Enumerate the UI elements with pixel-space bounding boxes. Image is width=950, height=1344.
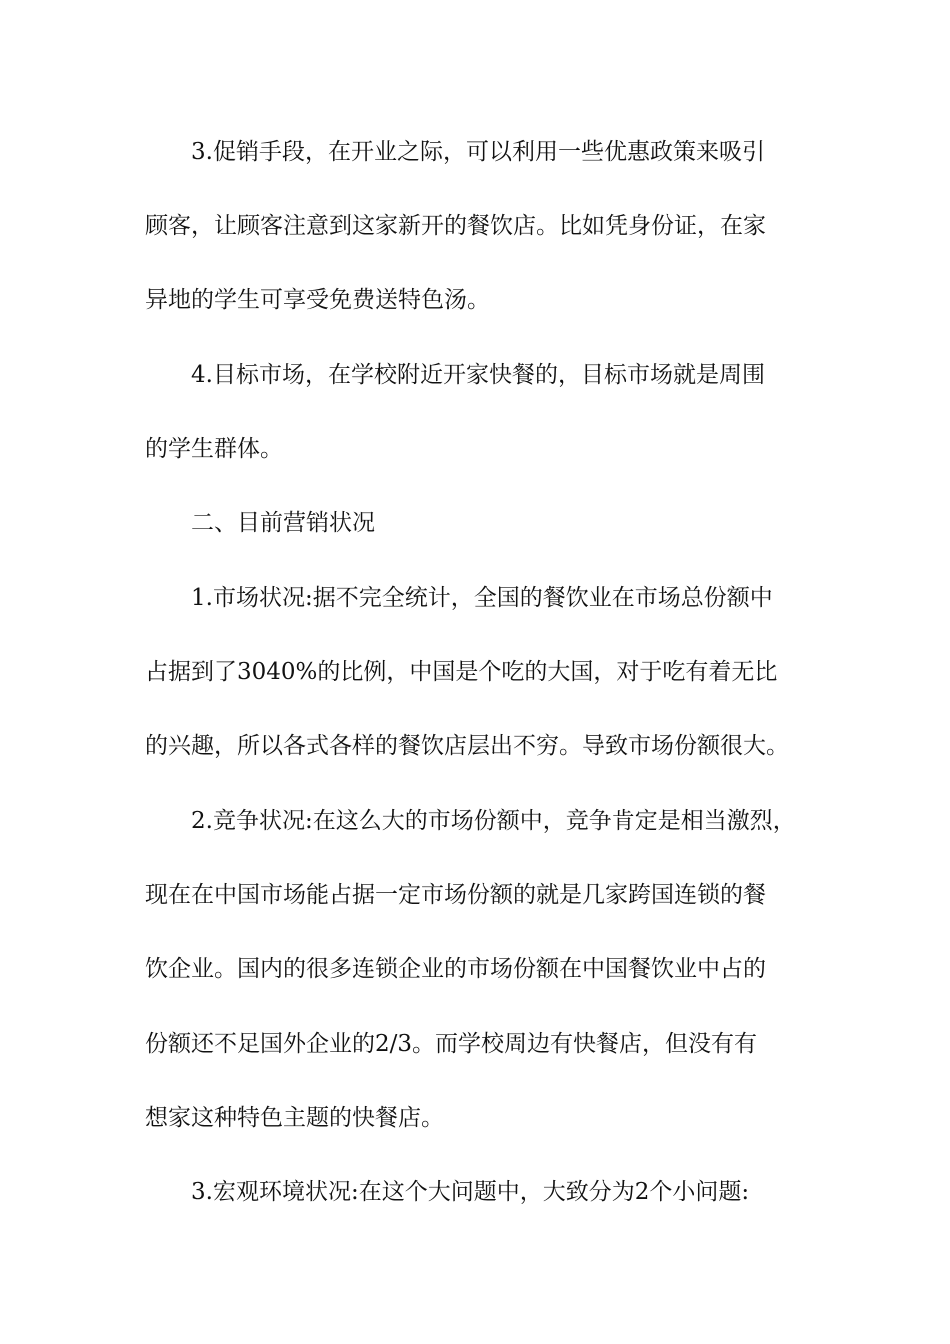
paragraph-promotion-line-3: 异地的学生可享受免费送特色汤。 <box>145 287 490 313</box>
paragraph-competition-line-1: 2.竞争状况:在这么大的市场份额中，竞争肯定是相当激烈， <box>191 808 796 834</box>
paragraph-promotion-line-1: 3.促销手段，在开业之际，可以利用一些优惠政策来吸引 <box>191 139 765 165</box>
paragraph-macro-environment-line-1: 3.宏观环境状况:在这个大问题中，大致分为2个小问题: <box>191 1179 750 1205</box>
paragraph-competition-line-4: 份额还不足国外企业的2/3。而学校周边有快餐店，但没有有 <box>145 1031 758 1057</box>
section-heading-marketing-status: 二、目前营销状况 <box>191 510 375 536</box>
paragraph-market-status-line-3: 的兴趣，所以各式各样的餐饮店层出不穷。导致市场份额很大。 <box>145 733 789 759</box>
paragraph-promotion-line-2: 顾客，让顾客注意到这家新开的餐饮店。比如凭身份证，在家 <box>145 213 766 239</box>
paragraph-market-status-line-2: 占据到了3040%的比例，中国是个吃的大国，对于吃有着无比 <box>145 659 778 685</box>
paragraph-target-market-line-2: 的学生群体。 <box>145 436 283 462</box>
paragraph-competition-line-3: 饮企业。国内的很多连锁企业的市场份额在中国餐饮业中占的 <box>145 956 766 982</box>
paragraph-market-status-line-1: 1.市场状况:据不完全统计，全国的餐饮业在市场总份额中 <box>191 585 773 611</box>
paragraph-competition-line-5: 想家这种特色主题的快餐店。 <box>145 1105 444 1131</box>
paragraph-target-market-line-1: 4.目标市场，在学校附近开家快餐的，目标市场就是周围 <box>191 362 765 388</box>
paragraph-competition-line-2: 现在在中国市场能占据一定市场份额的就是几家跨国连锁的餐 <box>145 882 766 908</box>
